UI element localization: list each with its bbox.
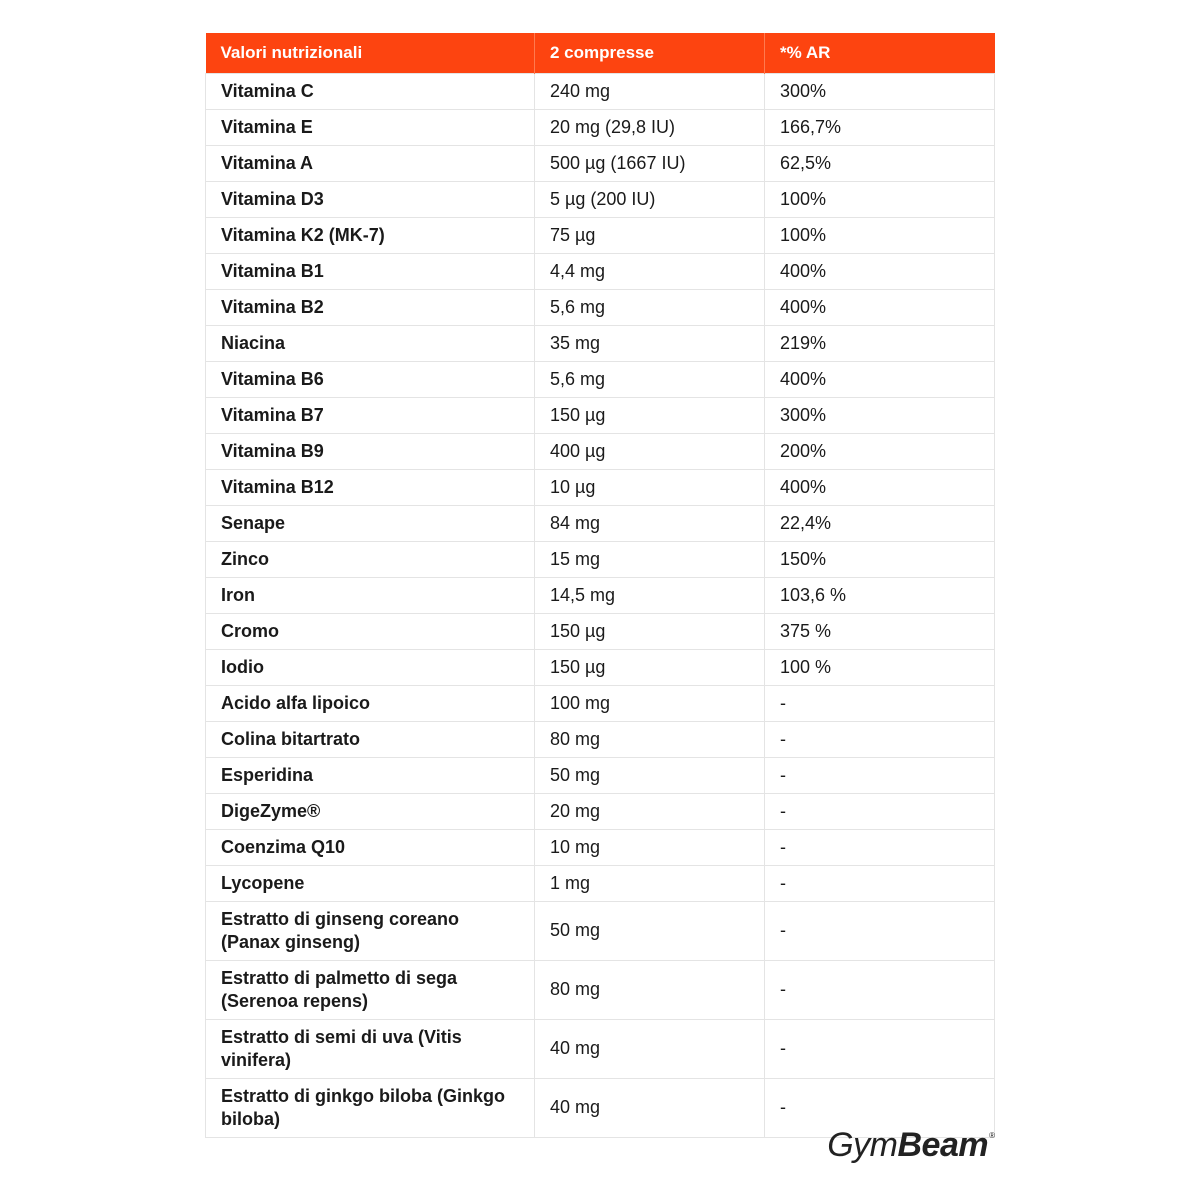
cell-nutrient: Zinco bbox=[206, 541, 535, 577]
table-row bbox=[206, 1019, 995, 1078]
cell-ar: 100% bbox=[765, 181, 995, 217]
cell-ar: 400% bbox=[765, 289, 995, 325]
cell-amount: 14,5 mg bbox=[535, 577, 765, 613]
cell-nutrient: Lycopene bbox=[206, 865, 535, 901]
cell-ar: 166,7% bbox=[765, 109, 995, 145]
logo-text-gym: Gym bbox=[827, 1126, 898, 1164]
table-header bbox=[206, 33, 995, 73]
cell-ar: 22,4% bbox=[765, 505, 995, 541]
cell-amount: 80 mg bbox=[535, 960, 765, 1019]
header-amount: 2 compresse bbox=[535, 33, 765, 73]
header-row bbox=[206, 33, 995, 73]
cell-nutrient: Senape bbox=[206, 505, 535, 541]
table-row bbox=[206, 685, 995, 721]
table-row bbox=[206, 865, 995, 901]
nutrition-table bbox=[205, 33, 995, 1138]
cell-nutrient: Vitamina A bbox=[206, 145, 535, 181]
cell-nutrient: DigeZyme® bbox=[206, 793, 535, 829]
table-row bbox=[206, 469, 995, 505]
cell-amount: 80 mg bbox=[535, 721, 765, 757]
cell-ar: 219% bbox=[765, 325, 995, 361]
cell-nutrient: Vitamina K2 (MK-7) bbox=[206, 217, 535, 253]
cell-amount: 150 µg bbox=[535, 649, 765, 685]
cell-ar: - bbox=[765, 757, 995, 793]
cell-amount: 400 µg bbox=[535, 433, 765, 469]
cell-ar: 150% bbox=[765, 541, 995, 577]
cell-ar: 100% bbox=[765, 217, 995, 253]
table-row bbox=[206, 721, 995, 757]
cell-amount: 20 mg bbox=[535, 793, 765, 829]
cell-ar: - bbox=[765, 901, 995, 960]
table-row bbox=[206, 757, 995, 793]
cell-ar: 103,6 % bbox=[765, 577, 995, 613]
cell-amount: 15 mg bbox=[535, 541, 765, 577]
cell-amount: 40 mg bbox=[535, 1019, 765, 1078]
table-row bbox=[206, 181, 995, 217]
table-row bbox=[206, 649, 995, 685]
header-ar: *% AR bbox=[765, 33, 995, 73]
cell-amount: 84 mg bbox=[535, 505, 765, 541]
cell-nutrient: Niacina bbox=[206, 325, 535, 361]
table-row bbox=[206, 253, 995, 289]
cell-ar: 300% bbox=[765, 73, 995, 109]
cell-amount: 4,4 mg bbox=[535, 253, 765, 289]
cell-amount: 5,6 mg bbox=[535, 289, 765, 325]
cell-ar: - bbox=[765, 685, 995, 721]
cell-nutrient: Iron bbox=[206, 577, 535, 613]
gymbeam-logo bbox=[827, 1125, 995, 1169]
cell-nutrient: Estratto di semi di uva (Vitis vinifera) bbox=[206, 1019, 535, 1078]
cell-nutrient: Esperidina bbox=[206, 757, 535, 793]
cell-ar: 300% bbox=[765, 397, 995, 433]
cell-nutrient: Vitamina B7 bbox=[206, 397, 535, 433]
cell-ar: - bbox=[765, 1019, 995, 1078]
table-row bbox=[206, 217, 995, 253]
registered-mark: ® bbox=[989, 1131, 995, 1140]
table-row bbox=[206, 73, 995, 109]
cell-ar: 400% bbox=[765, 469, 995, 505]
cell-nutrient: Iodio bbox=[206, 649, 535, 685]
table-body bbox=[206, 73, 995, 1137]
cell-amount: 20 mg (29,8 IU) bbox=[535, 109, 765, 145]
cell-ar: 62,5% bbox=[765, 145, 995, 181]
cell-amount: 150 µg bbox=[535, 613, 765, 649]
cell-nutrient: Estratto di ginkgo biloba (Ginkgo biloba) bbox=[206, 1078, 535, 1137]
cell-nutrient: Vitamina B9 bbox=[206, 433, 535, 469]
table-row bbox=[206, 829, 995, 865]
table-row bbox=[206, 361, 995, 397]
table-row bbox=[206, 397, 995, 433]
cell-amount: 100 mg bbox=[535, 685, 765, 721]
table-row bbox=[206, 325, 995, 361]
cell-nutrient: Vitamina B6 bbox=[206, 361, 535, 397]
cell-ar: - bbox=[765, 793, 995, 829]
cell-ar: 400% bbox=[765, 253, 995, 289]
cell-nutrient: Estratto di ginseng coreano (Panax ginseng) bbox=[206, 901, 535, 960]
cell-amount: 240 mg bbox=[535, 73, 765, 109]
table-row bbox=[206, 960, 995, 1019]
cell-ar: 375 % bbox=[765, 613, 995, 649]
logo-wordmark bbox=[827, 1125, 988, 1165]
table-row bbox=[206, 541, 995, 577]
cell-ar: - bbox=[765, 865, 995, 901]
cell-ar: 100 % bbox=[765, 649, 995, 685]
table-row bbox=[206, 577, 995, 613]
cell-amount: 10 mg bbox=[535, 829, 765, 865]
cell-nutrient: Vitamina B2 bbox=[206, 289, 535, 325]
cell-amount: 40 mg bbox=[535, 1078, 765, 1137]
cell-amount: 1 mg bbox=[535, 865, 765, 901]
table-row bbox=[206, 433, 995, 469]
table-row bbox=[206, 901, 995, 960]
cell-amount: 150 µg bbox=[535, 397, 765, 433]
table-row bbox=[206, 145, 995, 181]
cell-amount: 5 µg (200 IU) bbox=[535, 181, 765, 217]
cell-ar: 400% bbox=[765, 361, 995, 397]
cell-amount: 5,6 mg bbox=[535, 361, 765, 397]
cell-nutrient: Vitamina B1 bbox=[206, 253, 535, 289]
cell-nutrient: Vitamina C bbox=[206, 73, 535, 109]
cell-ar: - bbox=[765, 960, 995, 1019]
cell-nutrient: Vitamina B12 bbox=[206, 469, 535, 505]
cell-nutrient: Acido alfa lipoico bbox=[206, 685, 535, 721]
cell-amount: 75 µg bbox=[535, 217, 765, 253]
table-row bbox=[206, 613, 995, 649]
cell-nutrient: Vitamina D3 bbox=[206, 181, 535, 217]
cell-nutrient: Estratto di palmetto di sega (Serenoa repens) bbox=[206, 960, 535, 1019]
cell-nutrient: Cromo bbox=[206, 613, 535, 649]
cell-amount: 10 µg bbox=[535, 469, 765, 505]
cell-ar: - bbox=[765, 829, 995, 865]
cell-ar: 200% bbox=[765, 433, 995, 469]
table-row bbox=[206, 793, 995, 829]
cell-ar: - bbox=[765, 1078, 995, 1137]
table-row bbox=[206, 109, 995, 145]
cell-nutrient: Vitamina E bbox=[206, 109, 535, 145]
table-row bbox=[206, 505, 995, 541]
cell-amount: 50 mg bbox=[535, 757, 765, 793]
cell-amount: 500 µg (1667 IU) bbox=[535, 145, 765, 181]
cell-nutrient: Coenzima Q10 bbox=[206, 829, 535, 865]
cell-amount: 50 mg bbox=[535, 901, 765, 960]
table-row bbox=[206, 289, 995, 325]
cell-amount: 35 mg bbox=[535, 325, 765, 361]
logo-text-beam: Beam bbox=[897, 1126, 989, 1164]
cell-nutrient: Colina bitartrato bbox=[206, 721, 535, 757]
header-nutrient: Valori nutrizionali bbox=[206, 33, 535, 73]
cell-ar: - bbox=[765, 721, 995, 757]
